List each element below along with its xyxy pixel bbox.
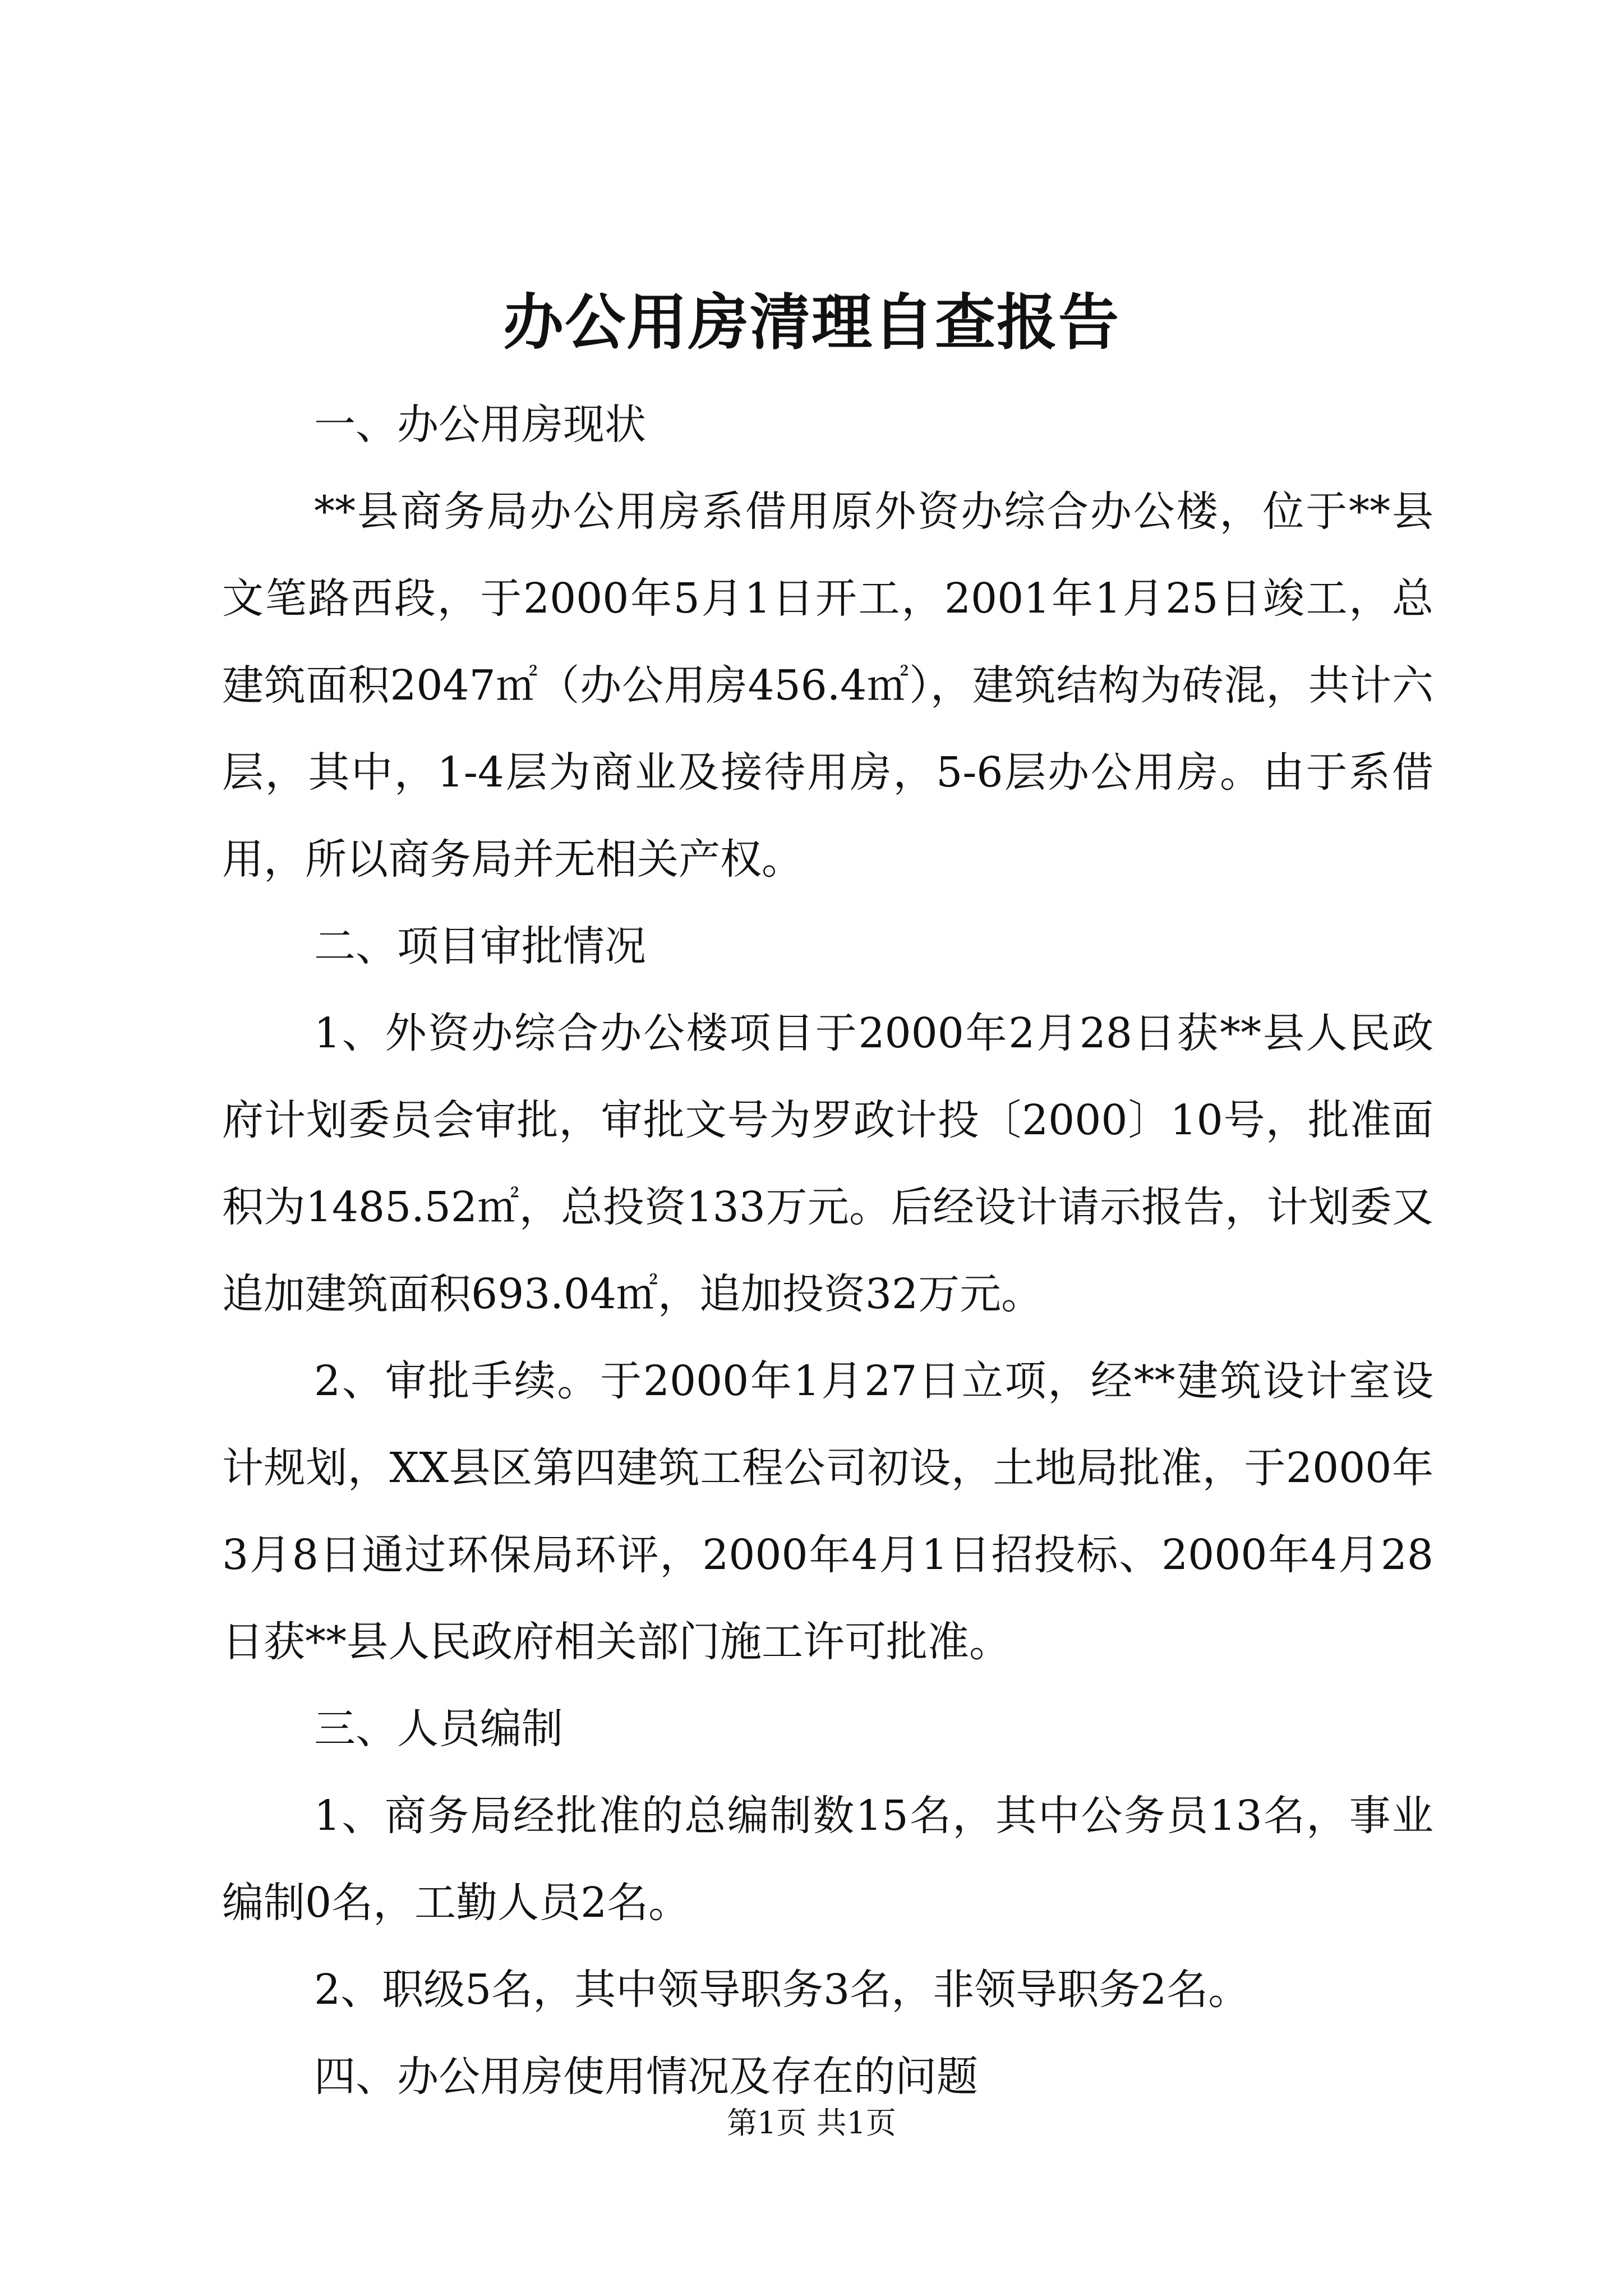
section-heading-2: 二、项目审批情况 (314, 922, 646, 970)
paragraph-office-status: **县商务局办公用房系借用原外资办综合办公楼，位于**县文笔路西段，于2000年5月1日开工，2001年1月25日竣工，总建筑面积2047㎡（办公用房456.4㎡），建筑结构为砖混，共计六层，其中，1-4层为商业及接待用房，5-6层办公用房。由于系借用，所以商务局并无相关产权。 (222, 487, 1433, 884)
page-number-footer: 第1页 共1页 (727, 2105, 896, 2141)
paragraph-staffing-1: 1、商务局经批准的总编制数15名，其中公务员13名，事业编制0名，工勤人员2名。 (222, 1792, 1433, 1927)
section-heading-3: 三、人员编制 (314, 1705, 563, 1753)
document-body (222, 381, 1433, 2120)
paragraph-staffing-2: 2、职级5名，其中领导职务3名，非领导职务2名。 (314, 1966, 1250, 2014)
section-heading-4: 四、办公用房使用情况及存在的问题 (314, 2053, 978, 2101)
paragraph-approval-2: 2、审批手续。于2000年1月27日立项，经**建筑设计室设计规划，XX县区第四建筑工程公司初设，土地局批准，于2000年3月8日通过环保局环评，2000年4月1日招投标、2000年4月28日获**县人民政府相关部门施工许可批准。 (222, 1357, 1433, 1666)
paragraph-approval-1: 1、外资办综合办公楼项目于2000年2月28日获**县人民政府计划委员会审批，审批文号为罗政计投〔2000〕10号，批准面积为1485.52㎡，总投资133万元。后经设计请示报告，计划委又追加建筑面积693.04㎡，追加投资32万元。 (222, 1009, 1433, 1318)
document-title: 办公用房清理自查报告 (502, 287, 1120, 358)
section-heading-1: 一、办公用房现状 (314, 401, 646, 449)
